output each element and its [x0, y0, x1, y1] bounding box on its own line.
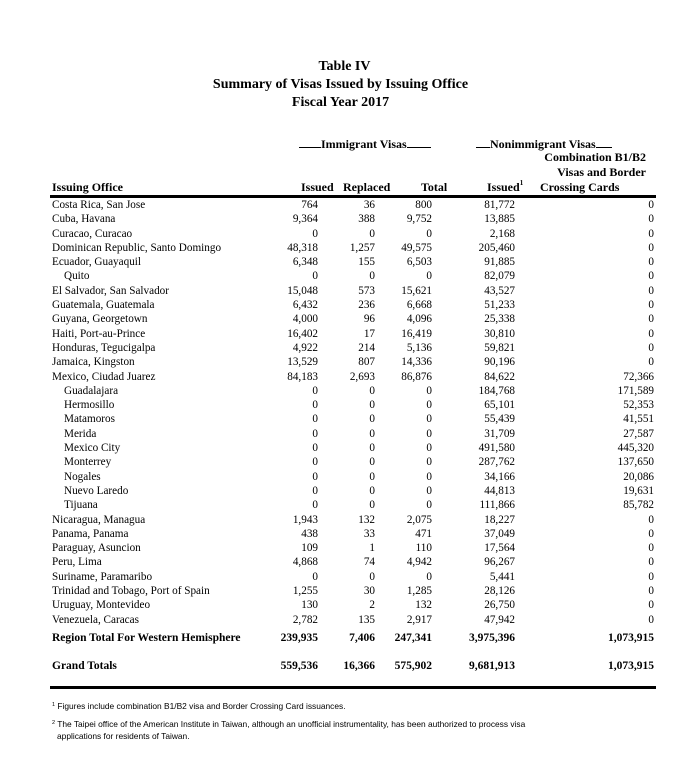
region-total-crossing-cards: 1,073,915	[608, 632, 654, 644]
immigrant-issued-cell: 1,255	[292, 585, 318, 598]
immigrant-total-cell: 800	[415, 199, 432, 211]
nonimmigrant-issued-cell: 37,049	[484, 527, 515, 540]
underline-decoration	[476, 147, 490, 148]
immigrant-total-cell: 2,075	[406, 513, 432, 526]
crossing-cards-cell: 0	[648, 599, 654, 612]
immigrant-issued-cell: 0	[312, 413, 318, 426]
crossing-cards-cell: 137,650	[617, 456, 654, 469]
issuing-office-cell: Dominican Republic, Santo Domingo	[52, 241, 222, 254]
immigrant-replaced-cell: 74	[363, 556, 375, 569]
grand-total-nonimmigrant-issued: 9,681,913	[469, 660, 515, 672]
fiscal-year: Fiscal Year 2017	[291, 95, 390, 110]
immigrant-total-cell: 9,752	[406, 213, 432, 226]
issuing-office-cell: Guyana, Georgetown	[52, 313, 148, 326]
immigrant-issued-cell: 4,868	[292, 556, 318, 569]
nonimmigrant-issued-cell: 28,126	[484, 585, 515, 598]
immigrant-replaced-cell: 807	[358, 356, 375, 369]
table-row	[52, 298, 654, 312]
issuing-office-cell: Nogales	[64, 470, 101, 483]
nonimmigrant-issued-cell: 30,810	[484, 327, 515, 340]
table-row	[52, 384, 654, 398]
grand-total-row	[52, 659, 654, 674]
nonimmigrant-issued-cell: 491,580	[478, 442, 515, 455]
grand-total-immigrant-replaced: 16,366	[343, 660, 375, 672]
table-row	[52, 355, 654, 369]
footnote-2-continuation: applications for residents of Taiwan.	[57, 731, 190, 741]
table-row	[52, 341, 654, 355]
grand-total-immigrant-issued: 559,536	[280, 660, 318, 672]
crossing-cards-cell: 0	[648, 270, 654, 283]
region-total-row	[52, 631, 654, 646]
crossing-cards-cell: 0	[648, 341, 654, 354]
immigrant-total-cell: 86,876	[401, 370, 432, 383]
immigrant-replaced-cell: 0	[369, 270, 375, 283]
nonimmigrant-issued-cell: 26,750	[484, 599, 515, 612]
footer-rule	[50, 686, 656, 689]
issuing-office-cell: Mexico City	[64, 442, 121, 455]
underline-decoration	[596, 147, 612, 148]
nonimmigrant-issued-cell: 205,460	[478, 241, 515, 254]
immigrant-replaced-cell: 33	[363, 527, 375, 540]
nonimmigrant-issued-cell: 59,821	[484, 341, 515, 354]
nonimmigrant-issued-cell: 55,439	[484, 413, 515, 426]
region-total-label: Region Total For Western Hemisphere	[52, 632, 241, 644]
immigrant-total-cell: 0	[426, 470, 432, 483]
table-body	[52, 198, 654, 627]
issuing-office-cell: Guadalajara	[64, 384, 119, 397]
nonimmigrant-issued-cell: 43,527	[484, 284, 515, 297]
immigrant-replaced-cell: 132	[358, 513, 375, 526]
immigrant-total-cell: 0	[426, 427, 432, 440]
immigrant-total-cell: 0	[426, 413, 432, 426]
immigrant-replaced-cell: 1,257	[349, 241, 375, 254]
immigrant-total-cell: 5,136	[406, 341, 432, 354]
immigrant-total-cell: 6,668	[406, 299, 432, 312]
issuing-office-cell: Trinidad and Tobago, Port of Spain	[52, 585, 210, 598]
table-number: Table IV	[318, 59, 371, 74]
issuing-office-cell: Matamoros	[64, 413, 115, 426]
table-row	[52, 227, 654, 241]
immigrant-total-cell: 0	[426, 399, 432, 412]
crossing-cards-cell: 171,589	[617, 384, 654, 397]
immigrant-replaced-cell: 0	[369, 427, 375, 440]
nonimmigrant-issued-cell: 17,564	[484, 542, 515, 555]
region-total-immigrant-issued: 239,935	[280, 632, 318, 644]
immigrant-replaced-cell: 155	[358, 256, 375, 269]
immigrant-total-cell: 4,942	[406, 556, 432, 569]
nonimmigrant-issued-cell: 65,101	[484, 399, 515, 412]
table-row	[52, 398, 654, 412]
nonimmigrant-issued-cell: 13,885	[484, 213, 515, 226]
grand-total-label: Grand Totals	[52, 660, 117, 672]
issuing-office-cell: Guatemala, Guatemala	[52, 299, 155, 312]
immigrant-issued-cell: 130	[301, 599, 318, 612]
immigrant-total-cell: 16,419	[401, 327, 432, 340]
footnote-1-marker: 1	[52, 702, 56, 708]
crossing-cards-cell: 20,086	[623, 470, 654, 483]
crossing-cards-cell: 19,631	[623, 484, 654, 497]
combo-header-line2: Visas and Border	[557, 165, 646, 179]
immigrant-total-cell: 0	[426, 456, 432, 469]
issuing-office-cell: Jamaica, Kingston	[52, 356, 135, 369]
immigrant-issued-cell: 0	[312, 442, 318, 455]
immigrant-replaced-cell: 388	[358, 213, 375, 226]
immigrant-total-cell: 2,917	[406, 613, 432, 626]
immigrant-total-cell: 471	[415, 527, 432, 540]
immigrant-replaced-cell: 0	[369, 399, 375, 412]
table-row	[52, 455, 654, 469]
immigrant-issued-cell: 0	[312, 499, 318, 512]
crossing-cards-cell: 0	[648, 542, 654, 555]
issuing-office-cell: Honduras, Tegucigalpa	[52, 341, 156, 354]
table-title-block	[0, 58, 681, 112]
table-row	[52, 241, 654, 255]
issuing-office-cell: Nicaragua, Managua	[52, 513, 146, 526]
immigrant-total-cell: 4,096	[406, 313, 432, 326]
immigrant-issued-cell: 764	[301, 199, 318, 211]
immigrant-replaced-cell: 0	[369, 384, 375, 397]
crossing-cards-cell: 41,551	[623, 413, 654, 426]
crossing-cards-cell: 0	[648, 299, 654, 312]
crossing-cards-cell: 0	[648, 613, 654, 626]
footnote-2-text: The Taipei office of the American Institute in Taiwan, although an unofficial instrumentality, has been authorized to process visa	[57, 719, 526, 729]
issuing-office-cell: Haiti, Port-au-Prince	[52, 327, 146, 340]
immigrant-replaced-cell: 0	[369, 499, 375, 512]
immigrant-issued-cell: 15,048	[287, 284, 318, 297]
immigrant-issued-cell: 0	[312, 470, 318, 483]
immigrant-replaced-cell: 1	[369, 542, 375, 555]
immigrant-total-cell: 0	[426, 384, 432, 397]
immigrant-visas-label: Immigrant Visas	[321, 137, 407, 151]
immigrant-issued-cell: 4,000	[292, 313, 318, 326]
table-row	[52, 255, 654, 269]
crossing-cards-cell: 0	[648, 513, 654, 526]
nonimmigrant-issued-cell: 34,166	[484, 470, 515, 483]
immigrant-replaced-cell: 2	[369, 599, 375, 612]
nonimmigrant-visas-label: Nonimmigrant Visas	[490, 137, 596, 151]
immigrant-replaced-cell: 135	[358, 613, 375, 626]
grand-total-immigrant-total: 575,902	[394, 660, 432, 672]
combination-b1b2-header	[528, 150, 646, 180]
immigrant-issued-cell: 0	[312, 484, 318, 497]
nonimmigrant-issued-cell: 47,942	[484, 613, 515, 626]
table-row	[52, 498, 654, 512]
immigrant-issued-cell: 438	[301, 527, 318, 540]
table-row	[52, 584, 654, 598]
immigrant-total-cell: 132	[415, 599, 432, 612]
nonimmigrant-issued-cell: 44,813	[484, 484, 515, 497]
immigrant-issued-cell: 6,432	[292, 299, 318, 312]
nonimmigrant-issued-cell: 82,079	[484, 270, 515, 283]
crossing-cards-cell: 0	[648, 570, 654, 583]
region-total-immigrant-total: 247,341	[394, 632, 432, 644]
crossing-cards-cell: 445,320	[617, 442, 654, 455]
nonimmigrant-issued-cell: 111,866	[479, 499, 515, 512]
table-row	[52, 198, 654, 212]
immigrant-issued-cell: 9,364	[292, 213, 318, 226]
immigrant-total-cell: 14,336	[401, 356, 432, 369]
immigrant-replaced-cell: 96	[363, 313, 375, 326]
immigrant-visas-group-header	[299, 137, 431, 152]
immigrant-replaced-cell: 30	[363, 585, 375, 598]
crossing-cards-cell: 0	[648, 356, 654, 369]
issuing-office-cell: Venezuela, Caracas	[52, 613, 139, 626]
nonimmigrant-issued-cell: 31,709	[484, 427, 515, 440]
immigrant-replaced-cell: 0	[369, 470, 375, 483]
immigrant-replaced-cell: 573	[358, 284, 375, 297]
immigrant-issued-cell: 0	[312, 270, 318, 283]
table-row	[52, 412, 654, 426]
immigrant-issued-cell: 0	[312, 227, 318, 240]
immigrant-replaced-cell: 0	[369, 484, 375, 497]
column-header-issuing-office: Issuing Office	[52, 180, 124, 194]
immigrant-issued-cell: 48,318	[287, 241, 318, 254]
table-row	[52, 370, 654, 384]
immigrant-replaced-cell: 236	[358, 299, 375, 312]
crossing-cards-cell: 52,353	[623, 399, 654, 412]
nonimmigrant-issued-cell: 5,441	[489, 570, 515, 583]
grand-total-crossing-cards: 1,073,915	[608, 660, 654, 672]
issuing-office-cell: Costa Rica, San Jose	[52, 199, 146, 211]
issuing-office-cell: Hermosillo	[64, 399, 115, 412]
nonimmigrant-issued-cell: 84,622	[484, 370, 515, 383]
column-header-immigrant-replaced: Replaced	[343, 180, 391, 194]
immigrant-issued-cell: 0	[312, 399, 318, 412]
table-row	[52, 470, 654, 484]
region-total-immigrant-replaced: 7,406	[349, 632, 375, 644]
table-row	[52, 555, 654, 569]
immigrant-replaced-cell: 0	[369, 227, 375, 240]
table-row	[52, 613, 654, 627]
immigrant-total-cell: 1,285	[406, 585, 432, 598]
issuing-office-cell: Merida	[64, 427, 97, 440]
footnote-1	[52, 700, 525, 712]
column-header-crossing-cards: Crossing Cards	[540, 180, 620, 194]
crossing-cards-cell: 0	[648, 241, 654, 254]
issuing-office-cell: Nuevo Laredo	[64, 484, 129, 497]
footnote-1-text: Figures include combination B1/B2 visa and Border Crossing Card issuances.	[57, 701, 346, 711]
table-row	[52, 212, 654, 226]
immigrant-total-cell: 110	[415, 542, 432, 555]
crossing-cards-cell: 0	[648, 227, 654, 240]
underline-decoration	[407, 147, 431, 148]
nonimmigrant-issued-cell: 25,338	[484, 313, 515, 326]
issuing-office-cell: Panama, Panama	[52, 527, 129, 540]
table-title: Summary of Visas Issued by Issuing Office	[212, 77, 469, 92]
table-row	[52, 598, 654, 612]
immigrant-issued-cell: 4,922	[292, 341, 318, 354]
immigrant-total-cell: 15,621	[401, 284, 432, 297]
crossing-cards-cell: 0	[648, 199, 654, 211]
nonimmigrant-issued-cell: 51,233	[484, 299, 515, 312]
immigrant-replaced-cell: 0	[369, 413, 375, 426]
immigrant-replaced-cell: 0	[369, 456, 375, 469]
immigrant-issued-cell: 1,943	[292, 513, 318, 526]
nonimmigrant-issued-cell: 90,196	[484, 356, 515, 369]
crossing-cards-cell: 0	[648, 313, 654, 326]
crossing-cards-cell: 0	[648, 556, 654, 569]
issuing-office-cell: Quito	[64, 270, 90, 283]
immigrant-issued-cell: 0	[312, 570, 318, 583]
immigrant-replaced-cell: 36	[363, 199, 375, 211]
issuing-office-cell: Uruguay, Montevideo	[52, 599, 151, 612]
crossing-cards-cell: 72,366	[623, 370, 654, 383]
crossing-cards-cell: 0	[648, 256, 654, 269]
immigrant-total-cell: 0	[426, 484, 432, 497]
issuing-office-cell: Monterrey	[64, 456, 112, 469]
crossing-cards-cell: 0	[648, 284, 654, 297]
issuing-office-cell: Curacao, Curacao	[52, 227, 133, 240]
column-header-nonimmigrant-issued	[487, 180, 523, 195]
table-row	[52, 327, 654, 341]
immigrant-replaced-cell: 2,693	[349, 370, 375, 383]
crossing-cards-cell: 0	[648, 585, 654, 598]
crossing-cards-cell: 27,587	[623, 427, 654, 440]
immigrant-issued-cell: 13,529	[287, 356, 318, 369]
immigrant-total-cell: 0	[426, 499, 432, 512]
immigrant-replaced-cell: 17	[363, 327, 375, 340]
immigrant-issued-cell: 84,183	[287, 370, 318, 383]
footnote-marker: 1	[519, 179, 524, 187]
column-header-immigrant-total: Total	[421, 180, 448, 194]
issuing-office-cell: Suriname, Paramaribo	[52, 570, 153, 583]
table-row	[52, 541, 654, 555]
table-row	[52, 312, 654, 326]
immigrant-issued-cell: 109	[301, 542, 318, 555]
immigrant-total-cell: 0	[426, 570, 432, 583]
table-row	[52, 284, 654, 298]
table-row	[52, 441, 654, 455]
crossing-cards-cell: 0	[648, 327, 654, 340]
issuing-office-cell: El Salvador, San Salvador	[52, 284, 169, 297]
immigrant-total-cell: 49,575	[401, 241, 432, 254]
immigrant-total-cell: 0	[426, 442, 432, 455]
table-row	[52, 269, 654, 283]
region-total-nonimmigrant-issued: 3,975,396	[469, 632, 515, 644]
immigrant-issued-cell: 0	[312, 384, 318, 397]
nonimmigrant-issued-cell: 18,227	[484, 513, 515, 526]
nonimmigrant-issued-cell: 287,762	[478, 456, 515, 469]
immigrant-replaced-cell: 0	[369, 442, 375, 455]
footnotes	[52, 700, 525, 742]
immigrant-replaced-cell: 214	[358, 341, 375, 354]
crossing-cards-cell: 85,782	[623, 499, 654, 512]
issuing-office-cell: Peru, Lima	[52, 556, 102, 569]
table-row	[52, 570, 654, 584]
crossing-cards-cell: 0	[648, 213, 654, 226]
nonimmigrant-issued-cell: 2,168	[489, 227, 515, 240]
immigrant-total-cell: 6,503	[406, 256, 432, 269]
table-row	[52, 427, 654, 441]
footnote-2-marker: 2	[52, 720, 56, 726]
nonimmigrant-issued-cell: 96,267	[484, 556, 515, 569]
immigrant-total-cell: 0	[426, 227, 432, 240]
immigrant-issued-cell: 0	[312, 427, 318, 440]
combo-header-line1: Combination B1/B2	[544, 150, 646, 164]
nonimmigrant-issued-cell: 184,768	[478, 384, 515, 397]
nonimmigrant-issued-cell: 91,885	[484, 256, 515, 269]
issuing-office-cell: Ecuador, Guayaquil	[52, 256, 142, 269]
table-row	[52, 513, 654, 527]
immigrant-issued-cell: 16,402	[287, 327, 318, 340]
immigrant-issued-cell: 2,782	[292, 613, 318, 626]
nonimmigrant-issued-cell: 81,772	[484, 199, 515, 211]
crossing-cards-cell: 0	[648, 527, 654, 540]
underline-decoration	[299, 147, 321, 148]
issuing-office-cell: Paraguay, Asuncion	[52, 542, 141, 555]
issuing-office-cell: Tijuana	[64, 499, 98, 512]
nonimmigrant-issued-label: Issued	[487, 180, 520, 194]
immigrant-issued-cell: 0	[312, 456, 318, 469]
issuing-office-cell: Cuba, Havana	[52, 213, 116, 226]
issuing-office-cell: Mexico, Ciudad Juarez	[52, 370, 156, 383]
immigrant-total-cell: 0	[426, 270, 432, 283]
footnote-2	[52, 718, 525, 730]
column-header-immigrant-issued: Issued	[301, 180, 334, 194]
table-row	[52, 484, 654, 498]
table-row	[52, 527, 654, 541]
immigrant-issued-cell: 6,348	[292, 256, 318, 269]
immigrant-replaced-cell: 0	[369, 570, 375, 583]
